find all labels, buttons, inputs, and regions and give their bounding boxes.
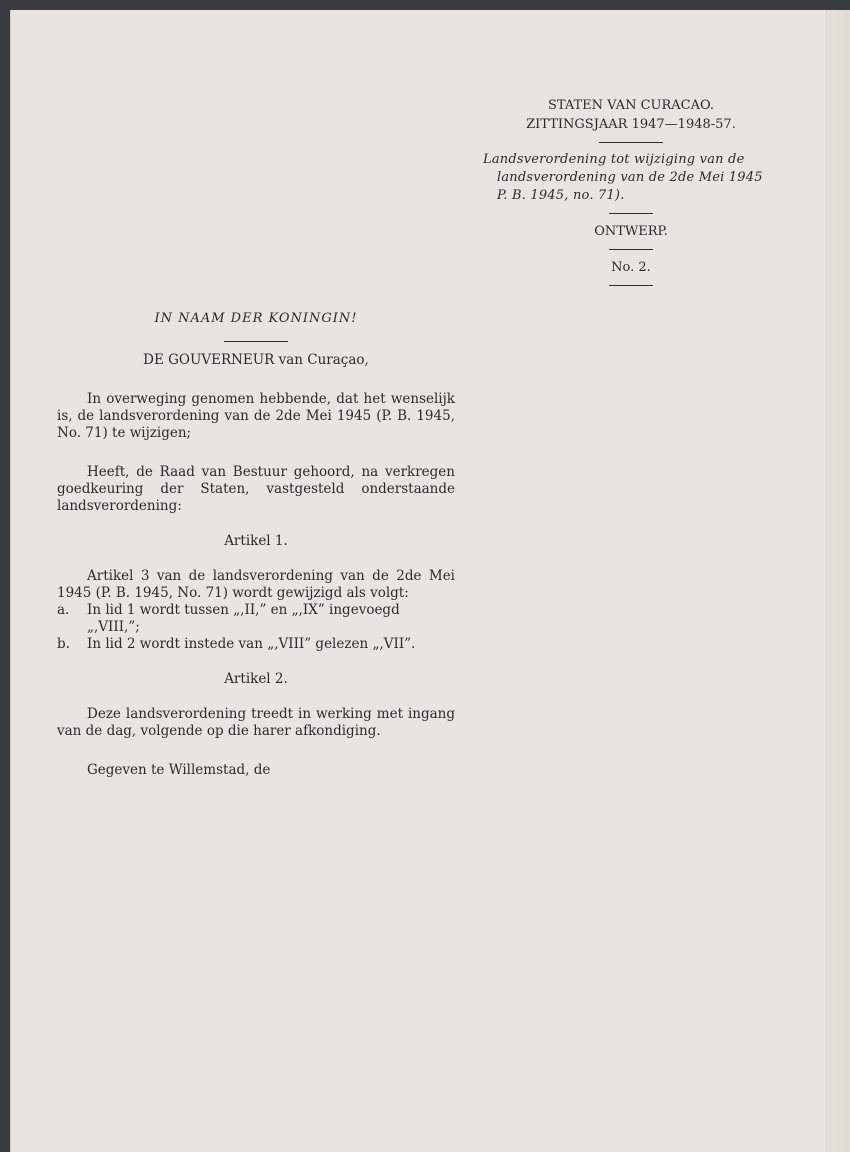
header-divider bbox=[599, 142, 663, 143]
gouverneur-caps: DE GOUVERNEUR bbox=[143, 352, 275, 368]
list-item-label: b. bbox=[57, 636, 70, 652]
page-fold-edge bbox=[826, 10, 850, 1152]
subject-line-1: Landsverordening tot wijziging van de bbox=[483, 152, 745, 167]
list-item-label: a. bbox=[57, 602, 70, 618]
list-item-text: In lid 1 wordt tussen „,II,” en „,IX” ingevoegd „,VIII,”; bbox=[87, 602, 400, 635]
list-item bbox=[57, 602, 455, 636]
list-item bbox=[57, 636, 455, 653]
header-zittingsjaar: ZITTINGSJAAR 1947—1948-57. bbox=[526, 117, 736, 132]
article-1-text: Artikel 3 van de landsverordening van de 2de Mei 1945 (P. B. 1945, No. 71) wordt gewijzigd als volgt: bbox=[57, 568, 455, 601]
article-2-text: Deze landsverordening treedt in werking met ingang van de dag, volgende op die harer afkondiging. bbox=[57, 706, 455, 739]
gouverneur-line bbox=[57, 352, 455, 369]
enactment-paragraph: Heeft, de Raad van Bestuur gehoord, na verkregen goedkeuring der Staten, vastgesteld onderstaande landsverordening: bbox=[57, 464, 455, 514]
closing-line: Gegeven te Willemstad, de bbox=[87, 762, 271, 778]
document-number: No. 2. bbox=[611, 260, 651, 275]
article-1-heading: Artikel 1. bbox=[224, 533, 288, 549]
header-divider bbox=[609, 285, 653, 286]
subject-line-3: P. B. 1945, no. 71). bbox=[497, 188, 625, 203]
article-2-heading: Artikel 2. bbox=[224, 671, 288, 687]
preamble-paragraph: In overweging genomen hebbende, dat het wenselijk is, de landsverordening van de 2de Mei 1945 (P. B. 1945, No. 71) te wijzigen; bbox=[57, 391, 455, 441]
document-body bbox=[57, 310, 455, 779]
header-staten: STATEN VAN CURACAO. bbox=[547, 98, 715, 113]
body-divider bbox=[224, 341, 288, 342]
ontwerp-label: ONTWERP. bbox=[594, 224, 668, 239]
document-header bbox=[481, 96, 781, 294]
document-page bbox=[10, 10, 850, 1152]
royal-heading: IN NAAM DER KONINGIN! bbox=[154, 311, 358, 326]
header-divider bbox=[609, 249, 653, 250]
header-divider bbox=[609, 213, 653, 214]
list-item-text: In lid 2 wordt instede van „,VIII” gelezen „,VII”. bbox=[87, 636, 416, 652]
gouverneur-rest: van Curaçao, bbox=[274, 352, 369, 368]
subject-line-2: landsverordening van de 2de Mei 1945 bbox=[497, 170, 763, 185]
